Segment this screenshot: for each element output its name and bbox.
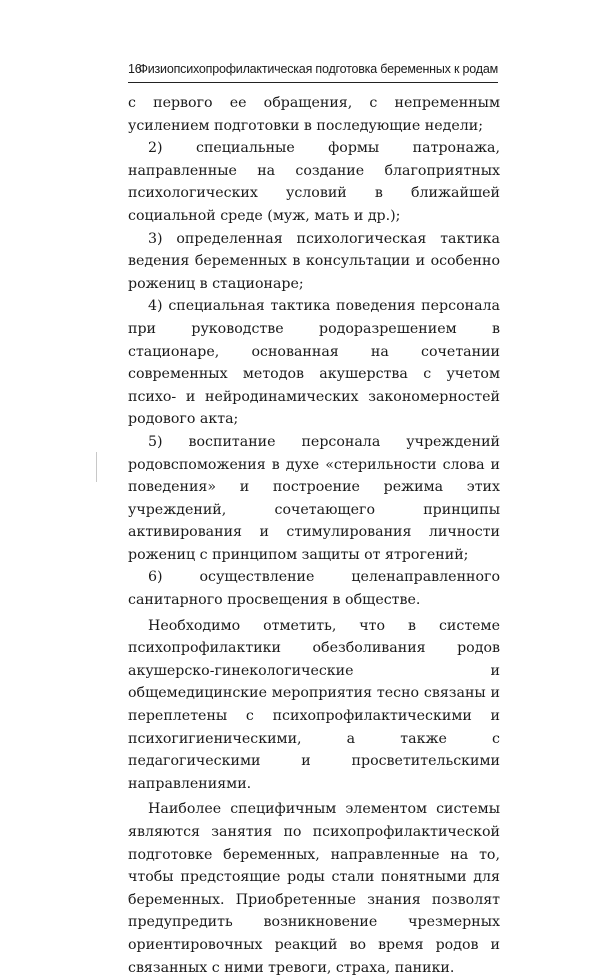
paragraph-specific-element: Наиболее специфичным элементом системы являются занятия по психопрофилактической подготовке беременных, направленные на то, чтобы предстоящие роды стали понятными для беременных. Приобретенные знания позволят предупредить возникновение чрезмерных ориентировочных реакций во время родов и связанных с ними тревоги, страха, паники.: [128, 801, 500, 976]
page-number: 16: [128, 62, 142, 76]
scan-edge-mark: [96, 452, 97, 482]
list-item-5: 5) воспитание персонала учреждений родовспоможения в духе «стерильности слова и поведения» и построение режима этих учреждений, сочетающего принципы активирования и стимулирования личности рожениц с принципом защиты от ятрогений;: [128, 433, 500, 563]
list-item-4: 4) специальная тактика поведения персонала при руководстве родоразрешением в стационаре, основанная на сочетании современных методов акушерства с учетом психо- и нейродинамических закономерностей родового акта;: [128, 298, 500, 428]
running-header: [128, 60, 498, 83]
list-item-6: 6) осуществление целенаправленного санитарного просвещения в обществе.: [128, 569, 500, 609]
running-title: Физиопсихопрофилактическая подготовка беременных к родам: [138, 62, 498, 76]
paragraph-psychoprophylaxis-system: Необходимо отметить, что в системе психопрофилактики обезболивания родов акушерско-гинекологические и общемедицинские мероприятия тесно связаны и переплетены с психопрофилактическими и психогигиеническими, а также с педагогическими и просветительскими направлениями.: [128, 617, 500, 792]
body-text: [128, 92, 500, 979]
list-item-3: 3) определенная психологическая тактика ведения беременных в консультации и особенно рожениц в стационаре;: [128, 230, 500, 292]
paragraph-continuation: с первого ее обращения, с непременным усилением подготовки в последующие недели;: [128, 95, 500, 134]
list-item-2: 2) специальные формы патронажа, направленные на создание благоприятных психологических условий в ближайшей социальной среде (муж, мать и др.);: [128, 140, 500, 224]
